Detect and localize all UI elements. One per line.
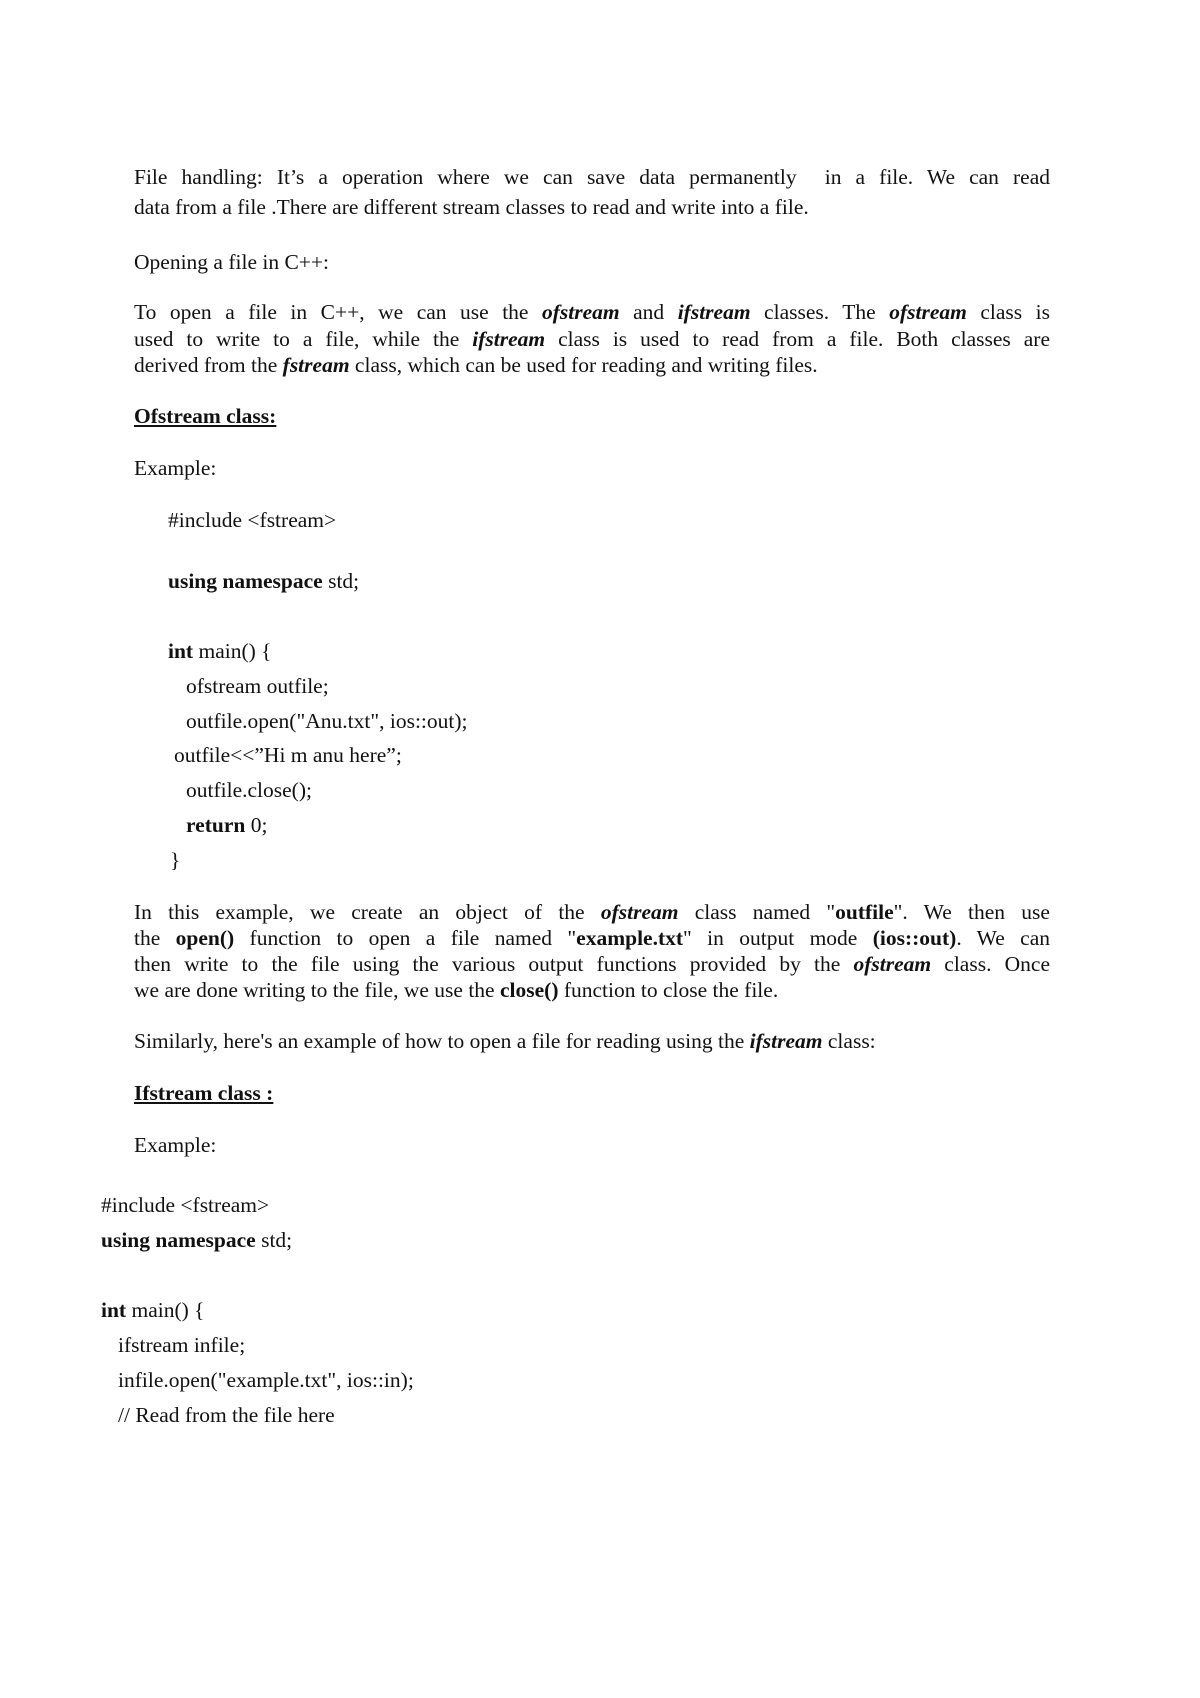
intro-line-1: File handling: It’s a operation where we can save data permanently in a file. We can read bbox=[134, 165, 1050, 189]
text-run: class is bbox=[966, 300, 1050, 324]
keyword-return: return bbox=[186, 813, 246, 837]
text-run: " in output mode bbox=[683, 926, 873, 950]
text-run: function to close the file. bbox=[558, 978, 779, 1002]
text-run: and bbox=[619, 300, 678, 324]
text-run: std; bbox=[322, 569, 360, 593]
ifstream-heading: Ifstream class : bbox=[134, 1081, 274, 1105]
keyword-ofstream: ofstream bbox=[889, 300, 967, 324]
code2-line-1: ifstream infile; bbox=[118, 1333, 246, 1357]
keyword-example-txt: example.txt bbox=[576, 926, 684, 950]
code2-main bbox=[101, 1296, 204, 1324]
keyword-int: int bbox=[168, 639, 194, 663]
para2-line-3 bbox=[134, 950, 1050, 978]
code2-include: #include <fstream> bbox=[101, 1193, 270, 1217]
keyword-ifstream: ifstream bbox=[472, 327, 546, 351]
code1-line-4: outfile.close(); bbox=[186, 778, 312, 802]
intro-line-2: data from a file .There are different stream classes to read and write into a file. bbox=[134, 195, 809, 219]
code2-comment: // Read from the file here bbox=[118, 1403, 335, 1427]
keyword-fstream: fstream bbox=[282, 353, 350, 377]
code1-line-3: outfile<<”Hi m anu here”; bbox=[174, 743, 402, 767]
text-run: main() { bbox=[126, 1298, 205, 1322]
code1-include: #include <fstream> bbox=[168, 508, 337, 532]
code1-line-1: ofstream outfile; bbox=[186, 674, 329, 698]
keyword-outfile: outfile bbox=[835, 900, 894, 924]
keyword-using-namespace: using namespace bbox=[101, 1228, 256, 1252]
text-run: derived from the bbox=[134, 353, 283, 377]
text-run: class: bbox=[822, 1029, 876, 1053]
keyword-ifstream: ifstream bbox=[677, 300, 751, 324]
ofstream-heading: Ofstream class: bbox=[134, 404, 277, 428]
code1-using bbox=[168, 567, 359, 595]
text-run: 0; bbox=[245, 813, 268, 837]
para2-line-2 bbox=[134, 924, 1050, 952]
text-run: then write to the file using the various output functions provided by the bbox=[134, 952, 854, 976]
text-run: class. Once bbox=[931, 952, 1050, 976]
code1-close: } bbox=[170, 848, 181, 872]
text-run: function to open a file named " bbox=[234, 926, 577, 950]
text-run: . We can bbox=[956, 926, 1050, 950]
keyword-int: int bbox=[101, 1298, 127, 1322]
text-run: main() { bbox=[193, 639, 272, 663]
keyword-open: open() bbox=[175, 926, 235, 950]
keyword-ofstream: ofstream bbox=[541, 300, 620, 324]
keyword-close: close() bbox=[499, 978, 559, 1002]
para1-line-1 bbox=[134, 298, 1050, 326]
example-label-1: Example: bbox=[134, 456, 217, 480]
opening-heading: Opening a file in C++: bbox=[134, 250, 330, 274]
text-run: Similarly, here's an example of how to open a file for reading using the bbox=[134, 1029, 750, 1053]
para1-line-2 bbox=[134, 325, 1050, 353]
text-run: ". We then use bbox=[893, 900, 1050, 924]
text-run: To open a file in C++, we can use the bbox=[134, 300, 542, 324]
text-run: class, which can be used for reading and writing files. bbox=[349, 353, 818, 377]
keyword-ofstream: ofstream bbox=[853, 952, 932, 976]
text-run: class is used to read from a file. Both classes are bbox=[545, 327, 1050, 351]
keyword-ios-out: (ios::out) bbox=[872, 926, 957, 950]
keyword-using-namespace: using namespace bbox=[168, 569, 323, 593]
para3-line bbox=[134, 1027, 876, 1055]
text-run: std; bbox=[255, 1228, 293, 1252]
para1-line-3 bbox=[134, 351, 818, 379]
code1-line-2: outfile.open("Anu.txt", ios::out); bbox=[186, 709, 468, 733]
para2-line-4 bbox=[134, 976, 778, 1004]
text-run: In this example, we create an object of the bbox=[134, 900, 601, 924]
code2-line-2: infile.open("example.txt", ios::in); bbox=[118, 1368, 414, 1392]
text-run: used to write to a file, while the bbox=[134, 327, 473, 351]
text-run: we are done writing to the file, we use the bbox=[134, 978, 500, 1002]
text-run: the bbox=[134, 926, 176, 950]
keyword-ofstream: ofstream bbox=[600, 900, 679, 924]
text-run: class named " bbox=[678, 900, 836, 924]
code1-main bbox=[168, 637, 271, 665]
text-run: classes. The bbox=[750, 300, 890, 324]
code2-using bbox=[101, 1226, 292, 1254]
example-label-2: Example: bbox=[134, 1133, 217, 1157]
code1-return bbox=[186, 811, 267, 839]
para2-line-1 bbox=[134, 898, 1050, 926]
keyword-ifstream: ifstream bbox=[749, 1029, 823, 1053]
